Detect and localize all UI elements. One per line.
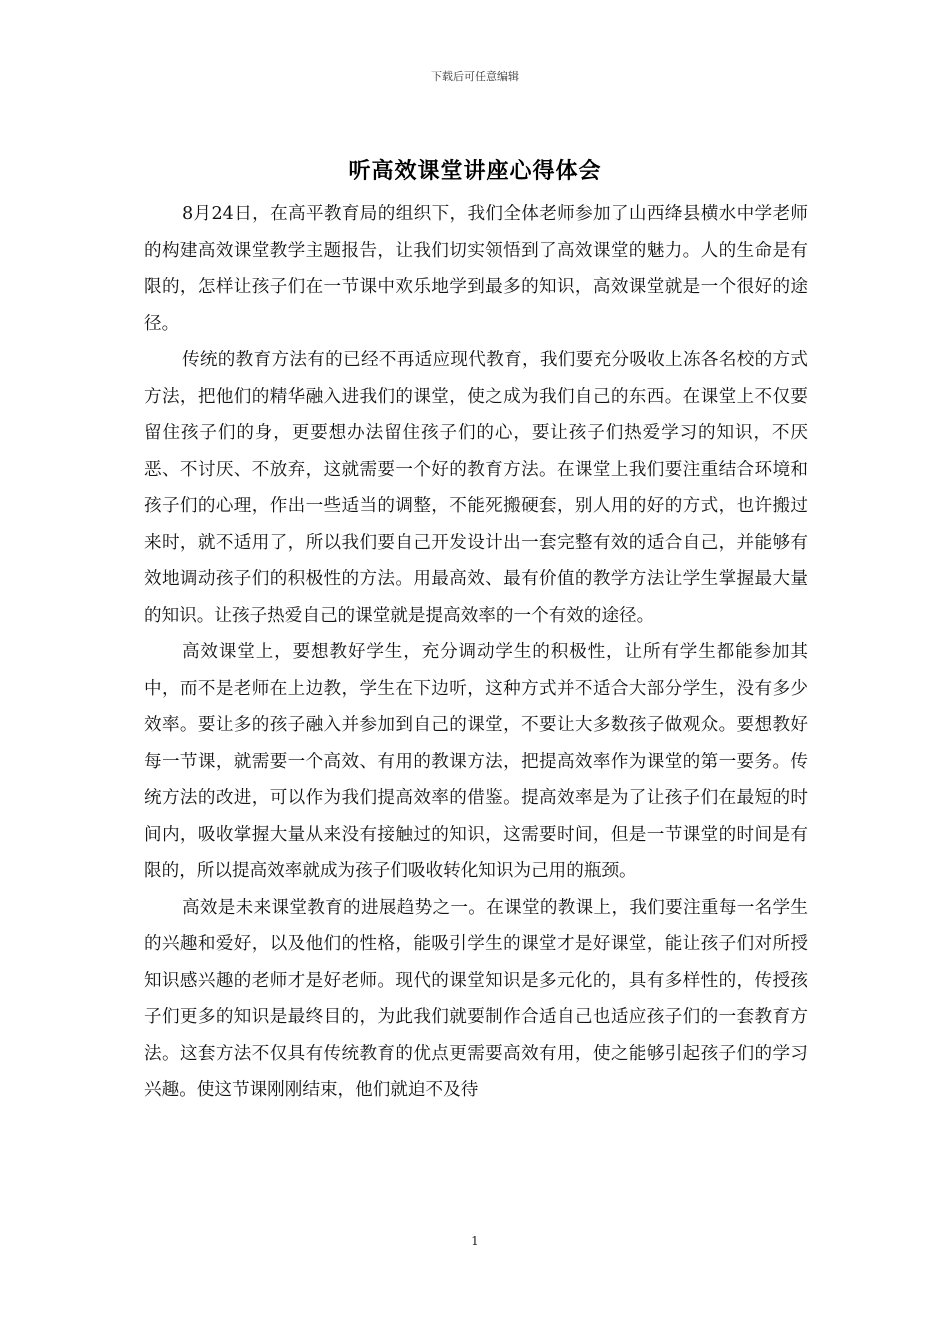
- document-title: 听高效课堂讲座心得体会: [348, 159, 602, 184]
- paragraph-2: 传统的教育方法有的已经不再适应现代教育，我们要充分吸收上冻各名校的方式方法，把他们的精华融入进我们的课堂，使之成为我们自己的东西。在课堂上不仅要留住孩子们的身，更要想办法留住孩子们的心，要让孩子们热爱学习的知识，不厌恶、不讨厌、不放弃，这就需要一个好的教育方法。在课堂上我们要注重结合环境和孩子们的心理，作出一些适当的调整，不能死搬硬套，别人用的好的方式，也许搬过来时，就不适用了，所以我们要自己开发设计出一套完整有效的适合自己，并能够有效地调动孩子们的积极性的方法。用最高效、最有价值的教学方法让学生掌握最大量的知识。让孩子热爱自己的课堂就是提高效率的一个有效的途径。: [144, 350, 808, 626]
- paragraph-1: 8月24日，在高平教育局的组织下，我们全体老师参加了山西绛县横水中学老师的构建高效课堂教学主题报告，让我们切实领悟到了高效课堂的魅力。人的生命是有限的，怎样让孩子们在一节课中欢乐地学到最多的知识，高效课堂就是一个很好的途径。: [144, 204, 808, 334]
- header-note: 下载后可任意编辑: [431, 70, 519, 83]
- document-body: [144, 196, 808, 1109]
- paragraph-3: 高效课堂上，要想教好学生，充分调动学生的积极性，让所有学生都能参加其中，而不是老师在上边教，学生在下边听，这种方式并不适合大部分学生，没有多少效率。要让多的孩子融入并参加到自己的课堂，不要让大多数孩子做观众。要想教好每一节课，就需要一个高效、有用的教课方法，把提高效率作为课堂的第一要务。传统方法的改进，可以作为我们提高效率的借鉴。提高效率是为了让孩子们在最短的时间内，吸收掌握大量从来没有接触过的知识，这需要时间，但是一节课堂的时间是有限的，所以提高效率就成为孩子们吸收转化知识为己用的瓶颈。: [144, 642, 808, 881]
- page-number: 1: [471, 1234, 479, 1248]
- paragraph-4: 高效是未来课堂教育的进展趋势之一。在课堂的教课上，我们要注重每一名学生的兴趣和爱好，以及他们的性格，能吸引学生的课堂才是好课堂，能让孩子们对所授知识感兴趣的老师才是好老师。现代的课堂知识是多元化的，具有多样性的，传授孩子们更多的知识是最终目的，为此我们就要制作合适自己也适应孩子们的一套教育方法。这套方法不仅具有传统教育的优点更需要高效有用，使之能够引起孩子们的学习兴趣。使这节课刚刚结束，他们就迫不及待: [144, 897, 808, 1100]
